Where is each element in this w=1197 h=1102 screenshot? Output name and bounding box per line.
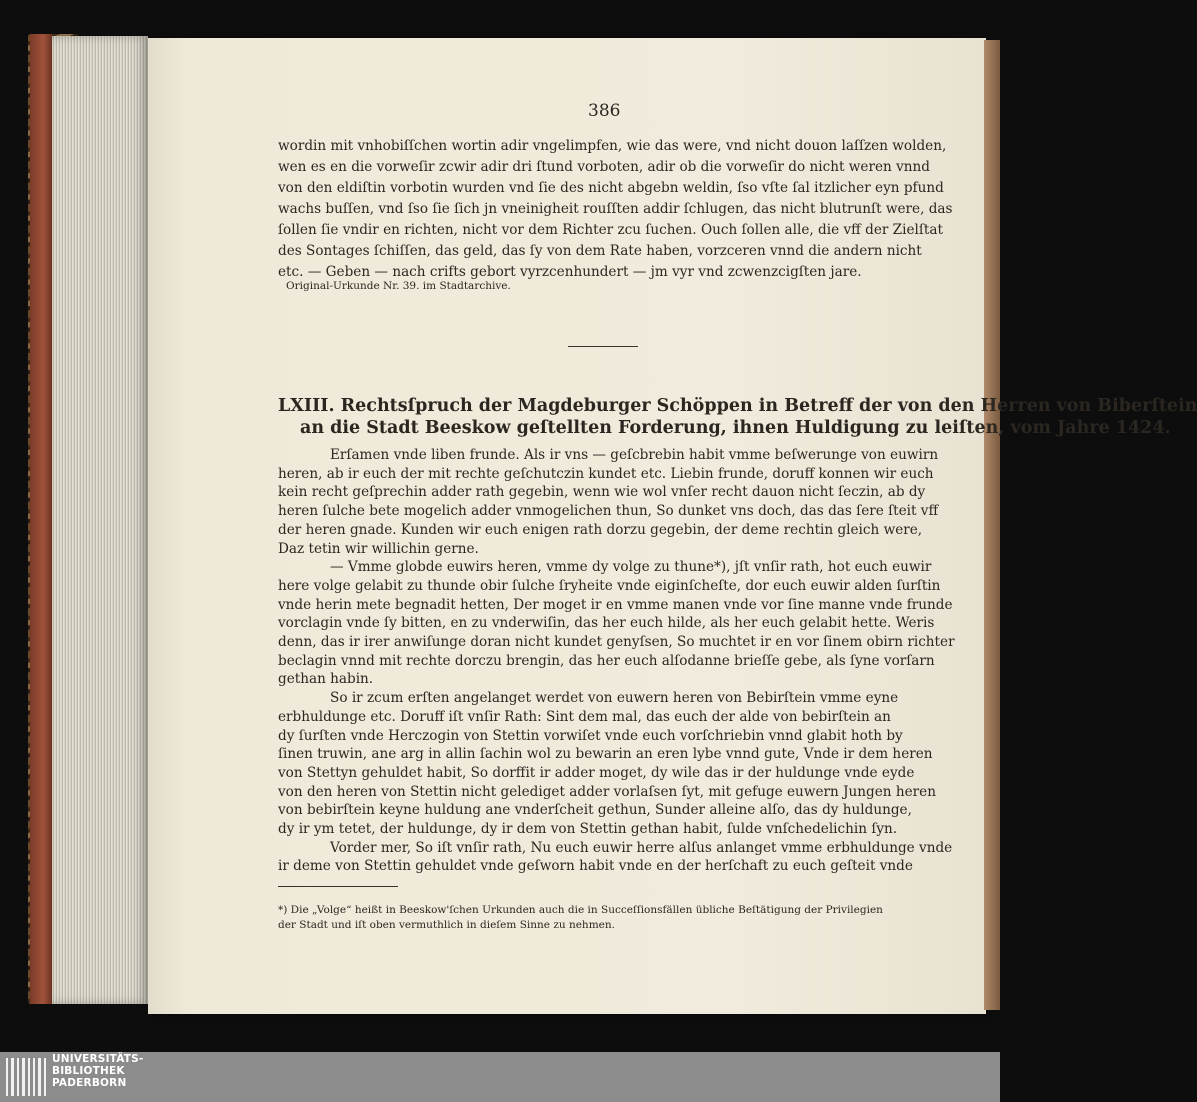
text-line: — Vmme globde euwirs heren, vmme dy volge zu thune*), jſt vnſir rath, hot euch euwir [330, 559, 932, 576]
text-line: Daz tetin wir willichin gerne. [278, 540, 479, 557]
text-line: ſollen ſie vndir en richten, nicht vor dem Richter zcu ſuchen. Ouch ſollen alle, die vff der Zielſtat [278, 222, 943, 238]
page-stack [52, 36, 148, 1004]
text-line: des Sontages ſchiſſen, das geld, das ſy von dem Rate haben, vorzceren vnnd die andern nicht [278, 243, 922, 259]
text-line: denn, das ir irer anwiſunge doran nicht kundet genyſsen, So muchtet ir en vor ſinem obirn richter [278, 634, 955, 650]
text-line: wen es en die vorweſir zcwir adir dri ſtund vorboten, adir ob die vorweſir do nicht weren vnnd [278, 159, 930, 175]
section-heading: LXIII. Rechtsſpruch der Magdeburger Schöppen in Betreff der von den Herren von Biberſtein [278, 396, 1197, 416]
text-line: Erſamen vnde liben frunde. Als ir vns — geſcbrebin habit vmme beſwerunge von euwirn [330, 447, 939, 463]
book-right-edge [984, 40, 1000, 1010]
page-number: 386 [588, 101, 621, 121]
section-heading-line2: an die Stadt Beeskow geſtellten Forderung, ihnen Huldigung zu leiſten, vom Jahre 1424. [300, 418, 1171, 438]
library-logo-text: PADERBORN [52, 1077, 127, 1089]
text-line: beclagin vnnd mit rechte dorczu brengin, das her euch alſodanne brieſſe gebe, als ſyne vorſarn [278, 652, 935, 669]
text-line: von Stettyn gehuldet habit, So dorffit ir adder moget, dy wile das ir der huldunge vnde eyde [278, 764, 915, 781]
text-line: der heren gnade. Kunden wir euch enigen rath dorzu gegebin, der deme rechtin gleich were, [278, 521, 923, 538]
library-logo-icon [6, 1058, 46, 1096]
text-line: dy ir ym tetet, der huldunge, dy ir dem von Stettin gethan habit, ſulde vnſchedelichin ſyn. [278, 821, 898, 837]
text-line: vnde herin mete begnadit hetten, Der moget ir en vmme manen vnde vor ſine manne vnde frunde [278, 596, 953, 613]
text-line: Vorder mer, So iſt vnſir rath, Nu euch euwir herre alſus anlanget vmme erbhuldunge vnde [330, 839, 953, 856]
text-line: heren ſulche bete mogelich adder vnmogelichen thun, So dunket vns doch, das das ſere ſteit vff [278, 503, 939, 520]
footnote-line: der Stadt und iſt oben vermuthlich in dieſem Sinne zu nehmen. [278, 919, 615, 931]
library-logo-text: UNIVERSITÄTS- [52, 1053, 144, 1065]
text-line: wachs buſſen, vnd ſso ſie ſich jn vneinigheit rouſſten addir ſchlugen, das nicht blutrunſt were, das [278, 201, 953, 217]
text-line: von den heren von Stettin nicht gelediget adder vorlaſsen ſyt, mit gefuge euwern Jungen heren [278, 783, 936, 800]
text-line: So ir zcum erſten angelanget werdet von euwern heren von Bebirſtein vmme eyne [330, 690, 899, 707]
footnote-line: *) Die „Volge“ heißt in Beeskow'ſchen Urkunden auch die in Succeſſionsfällen übliche Beſtätigung der Privilegien [278, 904, 883, 916]
text-line: gethan habin. [278, 671, 374, 688]
text-line: ſinen truwin, ane arg in allin ſachin wol zu bewarin an eren lybe vnnd gute, Vnde ir dem heren [278, 746, 933, 763]
library-logo-text: BIBLIOTHEK [52, 1065, 125, 1077]
text-line: kein recht geſprechin adder rath gegebin, wenn wie wol vnſer recht dauon nicht ſeczin, ab dy [278, 484, 926, 501]
text-line: here volge gelabit zu thunde obir ſulche ſryheite vnde eiginſcheſte, dor euch euwir alden ſurſtin [278, 577, 941, 594]
text-line: ir deme von Stettin gehuldet vnde geſworn habit vnde en der herſchaft zu euch geſteit vnde [278, 858, 913, 875]
book-cover-edge [30, 34, 52, 1004]
text-line: erbhuldunge etc. Doruff iſt vnſir Rath: Sint dem mal, das euch der alde von bebirſtein an [278, 708, 891, 725]
text-line: von den eldiſtin vorbotin wurden vnd ſie des nicht abgebn weldin, ſso vſte ſal itzlicher eyn pfund [278, 180, 944, 196]
footnote-rule [278, 886, 398, 887]
text-line: vorclagin vnde ſy bitten, en zu vnderwiſin, das her euch hilde, als her euch gelabit hette. Weris [278, 615, 935, 632]
text-line: wordin mit vnhobiſſchen wortin adir vngelimpfen, wie das were, vnd nicht douon laſſzen wolden, [278, 138, 947, 154]
library-footer-bar [0, 1052, 1000, 1102]
text-line: von bebirſtein keyne huldung ane vnderſcheit gethun, Sunder alleine alſo, das dy huldunge, [278, 802, 912, 819]
section-divider [568, 346, 638, 347]
text-line: heren, ab ir euch der mit rechte geſchutczin kundet etc. Liebin frunde, doruff konnen wir euch [278, 465, 934, 482]
text-line: dy ſurſten vnde Herczogin von Stettin vorwiſet vnde euch vorſchriebin vnnd glabit hoth by [278, 727, 903, 744]
text-line: etc. — Geben — nach crifts gebort vyrzcenhundert — jm vyr vnd zcwenzcigſten jare. [278, 264, 862, 280]
source-note: Original-Urkunde Nr. 39. im Stadtarchive. [286, 280, 511, 292]
